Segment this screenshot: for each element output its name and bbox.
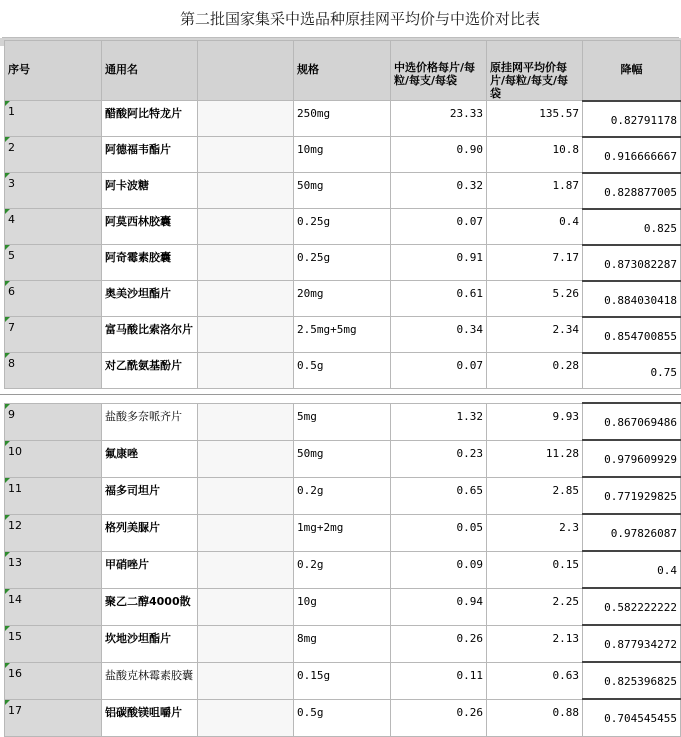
orig-price-cell[interactable]: 5.26: [487, 281, 583, 317]
table-row: [5, 317, 681, 353]
spec-cell[interactable]: 1mg+2mg: [294, 514, 391, 551]
spec-cell[interactable]: 0.25g: [294, 245, 391, 281]
col-header-orig[interactable]: 原挂网平均价每片/每粒/每支/每袋: [487, 41, 583, 101]
table-row: [5, 551, 681, 588]
blank-cell[interactable]: [198, 440, 294, 477]
drug-name-cell[interactable]: 格列美脲片: [102, 514, 198, 551]
row-number-cell[interactable]: 17: [5, 699, 102, 736]
spec-cell[interactable]: 50mg: [294, 173, 391, 209]
drug-name-cell[interactable]: 阿莫西林胶囊: [102, 209, 198, 245]
orig-price-cell[interactable]: 2.85: [487, 477, 583, 514]
col-header-blank[interactable]: [198, 41, 294, 101]
table-row: [5, 403, 681, 440]
drug-name-cell[interactable]: 阿德福韦酯片: [102, 137, 198, 173]
spec-cell[interactable]: 20mg: [294, 281, 391, 317]
row-number-cell[interactable]: 2: [5, 137, 102, 173]
table-row: [5, 514, 681, 551]
table-row: [5, 101, 681, 137]
price-cell[interactable]: 0.09: [391, 551, 487, 588]
spec-cell[interactable]: 5mg: [294, 403, 391, 440]
orig-price-cell[interactable]: 11.28: [487, 440, 583, 477]
spec-cell[interactable]: 0.5g: [294, 699, 391, 736]
table-row: [5, 173, 681, 209]
row-number-cell[interactable]: 1: [5, 101, 102, 137]
blank-cell[interactable]: [198, 403, 294, 440]
blank-cell[interactable]: [198, 317, 294, 353]
row-number-cell[interactable]: 9: [5, 403, 102, 440]
table-row: [5, 353, 681, 389]
row-number-cell[interactable]: 11: [5, 477, 102, 514]
orig-price-cell[interactable]: 7.17: [487, 245, 583, 281]
price-cell[interactable]: 0.91: [391, 245, 487, 281]
row-number-cell[interactable]: 14: [5, 588, 102, 625]
orig-price-cell[interactable]: 2.25: [487, 588, 583, 625]
drug-name-cell[interactable]: 对乙酰氨基酚片: [102, 353, 198, 389]
row-number-cell[interactable]: 5: [5, 245, 102, 281]
drop-cell[interactable]: 0.979609929: [583, 440, 681, 477]
blank-cell[interactable]: [198, 245, 294, 281]
drop-cell[interactable]: 0.582222222: [583, 588, 681, 625]
spec-cell[interactable]: 0.2g: [294, 551, 391, 588]
table-bottom: [4, 402, 681, 737]
drug-name-cell[interactable]: 坎地沙坦酯片: [102, 625, 198, 662]
price-cell[interactable]: 0.94: [391, 588, 487, 625]
drop-cell[interactable]: 0.771929825: [583, 477, 681, 514]
drop-cell[interactable]: 0.825: [583, 209, 681, 245]
price-cell[interactable]: 0.26: [391, 699, 487, 736]
table-row: [5, 477, 681, 514]
row-number-cell[interactable]: 16: [5, 662, 102, 699]
spec-cell[interactable]: 2.5mg+5mg: [294, 317, 391, 353]
row-number-cell[interactable]: 8: [5, 353, 102, 389]
drop-cell[interactable]: 0.916666667: [583, 137, 681, 173]
table-row: [5, 440, 681, 477]
orig-price-cell[interactable]: 9.93: [487, 403, 583, 440]
drop-cell[interactable]: 0.873082287: [583, 245, 681, 281]
spec-cell[interactable]: 10mg: [294, 137, 391, 173]
price-cell[interactable]: 23.33: [391, 101, 487, 137]
price-cell[interactable]: 0.11: [391, 662, 487, 699]
drug-name-cell[interactable]: 聚乙二醇4000散: [102, 588, 198, 625]
blank-cell[interactable]: [198, 101, 294, 137]
drug-name-cell[interactable]: 盐酸多奈哌齐片: [102, 403, 198, 440]
table-row: [5, 137, 681, 173]
drop-cell[interactable]: 0.825396825: [583, 662, 681, 699]
table-row: [5, 209, 681, 245]
spec-cell[interactable]: 50mg: [294, 440, 391, 477]
spec-cell[interactable]: 0.15g: [294, 662, 391, 699]
orig-price-cell[interactable]: 0.63: [487, 662, 583, 699]
orig-price-cell[interactable]: 2.34: [487, 317, 583, 353]
table-row: [5, 662, 681, 699]
blank-cell[interactable]: [198, 625, 294, 662]
drop-cell[interactable]: 0.877934272: [583, 625, 681, 662]
sheet-title: 第二批国家集采中选品种原挂网平均价与中选价对比表: [2, 0, 679, 38]
row-number-cell[interactable]: 15: [5, 625, 102, 662]
blank-cell[interactable]: [198, 173, 294, 209]
row-number-cell[interactable]: 4: [5, 209, 102, 245]
drug-name-cell[interactable]: 福多司坦片: [102, 477, 198, 514]
price-cell[interactable]: 0.05: [391, 514, 487, 551]
drug-name-cell[interactable]: 奥美沙坦酯片: [102, 281, 198, 317]
blank-cell[interactable]: [198, 588, 294, 625]
price-cell[interactable]: 0.23: [391, 440, 487, 477]
row-number-cell[interactable]: 3: [5, 173, 102, 209]
price-cell[interactable]: 0.07: [391, 209, 487, 245]
drug-name-cell[interactable]: 阿奇霉素胶囊: [102, 245, 198, 281]
row-number-cell[interactable]: 7: [5, 317, 102, 353]
drop-cell[interactable]: 0.75: [583, 353, 681, 389]
drug-name-cell[interactable]: 阿卡波糖: [102, 173, 198, 209]
orig-price-cell[interactable]: 1.87: [487, 173, 583, 209]
col-header-drop[interactable]: 降幅: [583, 41, 681, 101]
spec-cell[interactable]: 250mg: [294, 101, 391, 137]
blank-cell[interactable]: [198, 353, 294, 389]
price-cell[interactable]: 0.26: [391, 625, 487, 662]
table-row: [5, 699, 681, 736]
orig-price-cell[interactable]: 0.28: [487, 353, 583, 389]
row-number-cell[interactable]: 12: [5, 514, 102, 551]
drop-cell[interactable]: 0.884030418: [583, 281, 681, 317]
blank-cell[interactable]: [198, 551, 294, 588]
spec-cell[interactable]: 0.2g: [294, 477, 391, 514]
table-row: [5, 245, 681, 281]
blank-cell[interactable]: [198, 137, 294, 173]
table-top: [4, 40, 681, 389]
drop-cell[interactable]: 0.4: [583, 551, 681, 588]
orig-price-cell[interactable]: 0.15: [487, 551, 583, 588]
header-row: [5, 41, 681, 101]
col-header-price[interactable]: 中选价格每片/每粒/每支/每袋: [391, 41, 487, 101]
price-cell[interactable]: 0.90: [391, 137, 487, 173]
price-cell[interactable]: 0.32: [391, 173, 487, 209]
row-number-cell[interactable]: 10: [5, 440, 102, 477]
price-cell[interactable]: 0.07: [391, 353, 487, 389]
blank-cell[interactable]: [198, 662, 294, 699]
table-row: [5, 281, 681, 317]
orig-price-cell[interactable]: 135.57: [487, 101, 583, 137]
row-number-cell[interactable]: 6: [5, 281, 102, 317]
spec-cell[interactable]: 0.5g: [294, 353, 391, 389]
orig-price-cell[interactable]: 0.88: [487, 699, 583, 736]
drop-cell[interactable]: 0.828877005: [583, 173, 681, 209]
spec-cell[interactable]: 10g: [294, 588, 391, 625]
drug-name-cell[interactable]: 甲硝唑片: [102, 551, 198, 588]
drop-cell[interactable]: 0.704545455: [583, 699, 681, 736]
price-cell[interactable]: 1.32: [391, 403, 487, 440]
col-header-no[interactable]: 序号: [5, 41, 102, 101]
blank-cell[interactable]: [198, 699, 294, 736]
price-cell[interactable]: 0.65: [391, 477, 487, 514]
orig-price-cell[interactable]: 0.4: [487, 209, 583, 245]
spec-cell[interactable]: 0.25g: [294, 209, 391, 245]
row-number-cell[interactable]: 13: [5, 551, 102, 588]
table-row: [5, 588, 681, 625]
drug-name-cell[interactable]: 铝碳酸镁咀嚼片: [102, 699, 198, 736]
table-row: [5, 625, 681, 662]
price-cell[interactable]: 0.61: [391, 281, 487, 317]
blank-cell[interactable]: [198, 514, 294, 551]
price-cell[interactable]: 0.34: [391, 317, 487, 353]
spec-cell[interactable]: 8mg: [294, 625, 391, 662]
drop-cell[interactable]: 0.854700855: [583, 317, 681, 353]
blank-cell[interactable]: [198, 281, 294, 317]
blank-cell[interactable]: [198, 209, 294, 245]
drop-cell[interactable]: 0.97826087: [583, 514, 681, 551]
col-header-spec[interactable]: 规格: [294, 41, 391, 101]
drug-name-cell[interactable]: 醋酸阿比特龙片: [102, 101, 198, 137]
blank-cell[interactable]: [198, 477, 294, 514]
page-break-line: [0, 394, 681, 395]
orig-price-cell[interactable]: 2.3: [487, 514, 583, 551]
drop-cell[interactable]: 0.867069486: [583, 403, 681, 440]
orig-price-cell[interactable]: 10.8: [487, 137, 583, 173]
col-header-name[interactable]: 通用名: [102, 41, 198, 101]
drug-name-cell[interactable]: 富马酸比索洛尔片: [102, 317, 198, 353]
drop-cell[interactable]: 0.82791178: [583, 101, 681, 137]
drug-name-cell[interactable]: 盐酸克林霉素胶囊: [102, 662, 198, 699]
orig-price-cell[interactable]: 2.13: [487, 625, 583, 662]
drug-name-cell[interactable]: 氟康唑: [102, 440, 198, 477]
